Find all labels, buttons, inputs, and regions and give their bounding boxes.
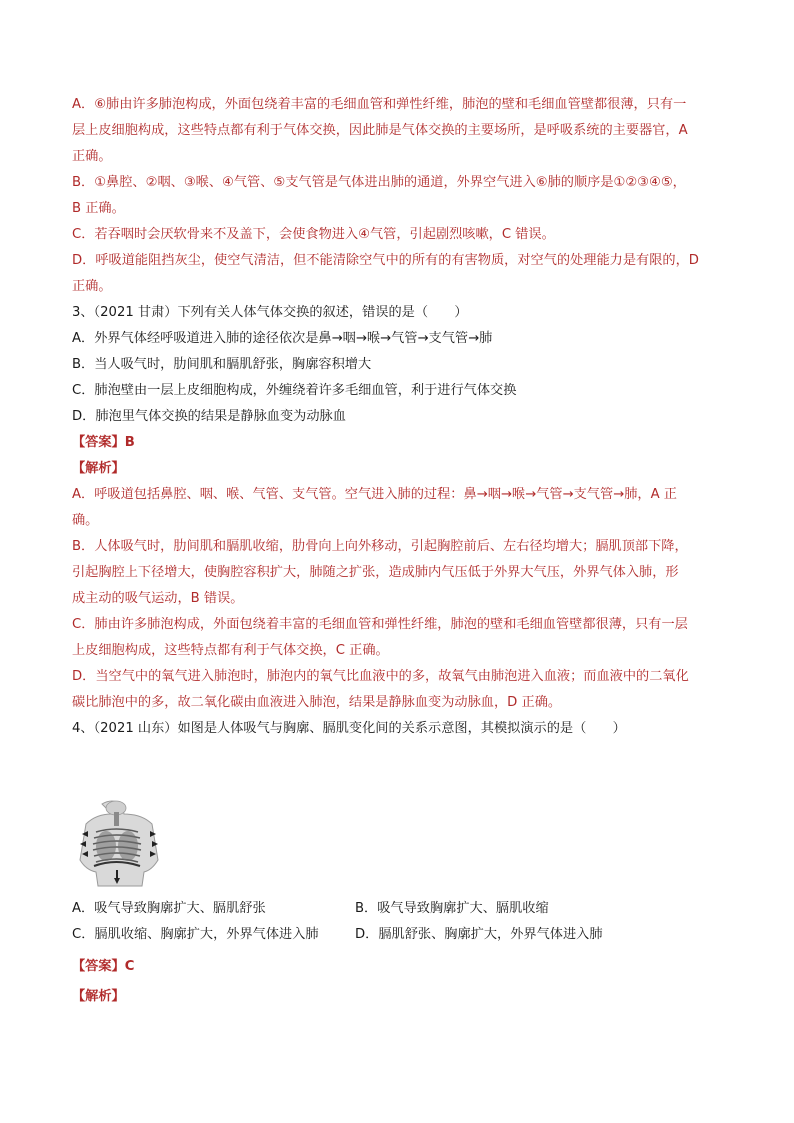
- question-3-analysis-line: 上皮细胞构成，这些特点都有利于气体交换，C 正确。: [72, 643, 389, 658]
- question-4-answer: 【答案】C: [72, 959, 135, 974]
- analysis-line: 正确。: [72, 149, 112, 164]
- question-3-analysis-line: A．呼吸道包括鼻腔、咽、喉、气管、支气管。空气进入肺的过程：鼻→咽→喉→气管→支气管→肺，A 正: [72, 487, 677, 502]
- question-4-stem: 4、（2021 山东）如图是人体吸气与胸廓、膈肌变化间的关系示意图，其模拟演示的是（ ）: [72, 721, 626, 736]
- options-row: [72, 896, 732, 922]
- question-3-option-b: B．当人吸气时，肋间肌和膈肌舒张，胸廓容积增大: [72, 357, 372, 372]
- question-3-option-a: A．外界气体经呼吸道进入肺的途径依次是鼻→咽→喉→气管→支气管→肺: [72, 331, 493, 346]
- question-3-analysis-line: C．肺由许多肺泡构成，外面包绕着丰富的毛细血管和弹性纤维，肺泡的壁和毛细血管壁都很薄，只有一层: [72, 617, 688, 632]
- question-4-option-b: B．吸气导致胸廓扩大、膈肌收缩: [355, 901, 549, 916]
- question-4-option-d: D．膈肌舒张、胸廓扩大，外界气体进入肺: [355, 927, 603, 942]
- question-4-option-a: A．吸气导致胸廓扩大、膈肌舒张: [72, 901, 266, 916]
- question-3-analysis-line: 引起胸腔上下径增大，使胸腔容积扩大，肺随之扩张，造成肺内气压低于外界大气压，外界气体入肺，形: [72, 565, 679, 580]
- thorax-breathing-diagram-icon: [72, 800, 168, 888]
- analysis-line: D．呼吸道能阻挡灰尘，使空气清洁，但不能清除空气中的所有的有害物质，对空气的处理能力是有限的，D: [72, 253, 699, 268]
- question-3-option-c: C．肺泡壁由一层上皮细胞构成，外缠绕着许多毛细血管，利于进行气体交换: [72, 383, 517, 398]
- analysis-line: C．若吞咽时会厌软骨来不及盖下，会使食物进入④气管，引起剧烈咳嗽，C 错误。: [72, 227, 555, 242]
- question-4-options: [72, 896, 732, 1010]
- analysis-line: 正确。: [72, 279, 112, 294]
- question-3-analysis-line: 碳比肺泡中的多，故二氧化碳由血液进入肺泡，结果是静脉血变为动脉血，D 正确。: [72, 695, 562, 710]
- analysis-line: A．⑥肺由许多肺泡构成，外面包绕着丰富的毛细血管和弹性纤维，肺泡的壁和毛细血管壁都很薄，只有一: [72, 97, 687, 112]
- question-3-stem: 3、（2021 甘肃）下列有关人体气体交换的叙述，错误的是（ ）: [72, 305, 468, 320]
- question-4-option-c: C．膈肌收缩、胸廓扩大，外界气体进入肺: [72, 927, 319, 942]
- analysis-line: 层上皮细胞构成，这些特点都有利于气体交换，因此肺是气体交换的主要场所，是呼吸系统的主要器官，A: [72, 123, 688, 138]
- question-3-analysis-label: 【解析】: [72, 461, 125, 476]
- question-3-analysis-line: D．当空气中的氧气进入肺泡时，肺泡内的氧气比血液中的多，故氧气由肺泡进入血液；而血液中的二氧化: [72, 669, 689, 684]
- question-3-answer: 【答案】B: [72, 435, 135, 450]
- analysis-line: B．①鼻腔、②咽、③喉、④气管、⑤支气管是气体进出肺的通道，外界空气进入⑥肺的顺序是①②③④⑤，: [72, 175, 686, 190]
- question-3-analysis-line: 成主动的吸气运动，B 错误。: [72, 591, 244, 606]
- options-row: [72, 922, 732, 948]
- question-4-analysis-label: 【解析】: [72, 989, 125, 1004]
- question-3-analysis-line: B．人体吸气时，肋间肌和膈肌收缩，肋骨向上向外移动，引起胸腔前后、左右径均增大；膈肌顶部下降，: [72, 539, 688, 554]
- question-3-analysis-line: 确。: [72, 513, 99, 528]
- analysis-line: B 正确。: [72, 201, 125, 216]
- document-body: [72, 92, 732, 742]
- question-3-option-d: D．肺泡里气体交换的结果是静脉血变为动脉血: [72, 409, 346, 424]
